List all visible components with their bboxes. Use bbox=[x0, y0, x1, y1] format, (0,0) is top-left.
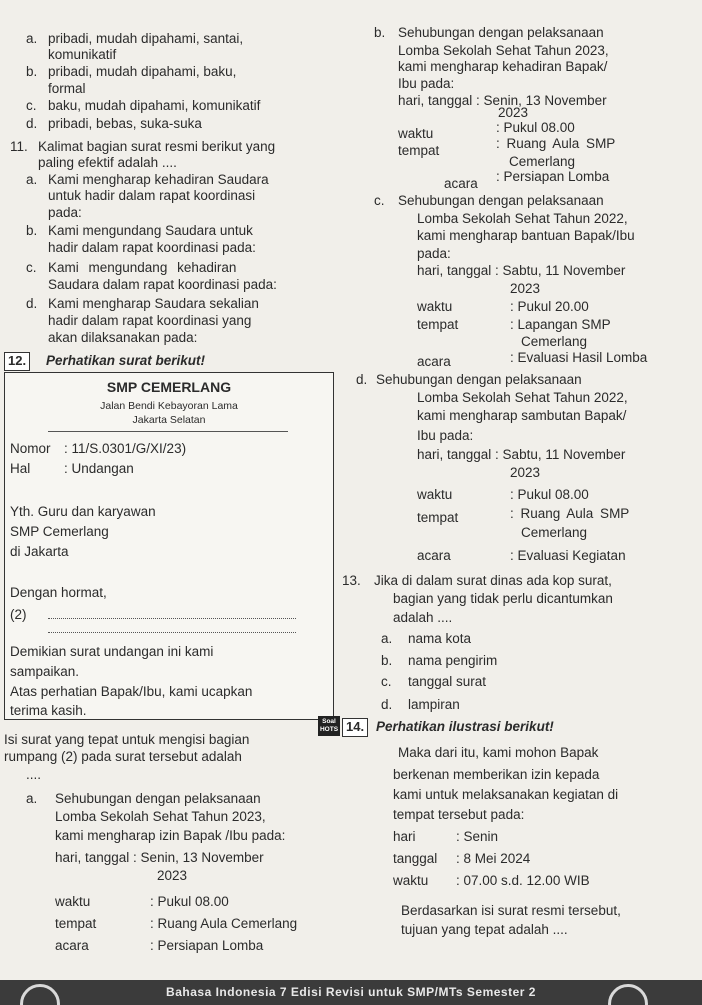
q13-option-a-letter: a. bbox=[381, 631, 393, 646]
q13-option-d-text: lampiran bbox=[408, 697, 460, 712]
q12-option-a-tempat-value: : Ruang Aula Cemerlang bbox=[150, 916, 298, 931]
q13-option-b-text: nama pengirim bbox=[408, 653, 498, 668]
q12-option-a-line2: Lomba Sekolah Sehat Tahun 2023, bbox=[55, 809, 266, 824]
q10-option-d2-line2: Lomba Sekolah Sehat Tahun 2022, bbox=[417, 390, 628, 405]
q10-option-b2-hari: hari, tanggal : Senin, 13 November bbox=[398, 93, 607, 108]
q10-option-d2-acara-label: acara bbox=[417, 548, 451, 563]
q10-option-b2-acara-label: acara bbox=[444, 176, 478, 191]
q12-option-a-acara-value: : Persiapan Lomba bbox=[150, 938, 264, 953]
q13-option-c-letter: c. bbox=[381, 674, 392, 689]
q14-waktu-label: waktu bbox=[393, 873, 429, 888]
q10-option-d2-line4: Ibu pada: bbox=[417, 428, 474, 443]
q12-option-a-acara-label: acara bbox=[55, 938, 89, 953]
letter-recipient-line1: Yth. Guru dan karyawan bbox=[10, 504, 156, 519]
letter-closing-line1: Demikian surat undangan ini kami bbox=[10, 644, 214, 659]
q14-illustration-line3: kami untuk melaksanakan kegiatan di bbox=[393, 787, 619, 802]
q10-option-b2-line1: Sehubungan dengan pelaksanaan bbox=[398, 25, 604, 40]
q11-option-c-letter: c. bbox=[26, 260, 37, 275]
q14-hari-value: : Senin bbox=[456, 829, 499, 844]
letter-blank-line1 bbox=[48, 618, 296, 619]
q10-option-b2-tempat-value1: : Ruang Aula SMP bbox=[496, 136, 616, 151]
q10-option-b-line2: formal bbox=[48, 81, 86, 96]
letter-nomor-label: Nomor bbox=[10, 441, 51, 456]
letter-closing-line4: terima kasih. bbox=[10, 703, 87, 718]
q11-option-a-line2: untuk hadir dalam rapat koordinasi bbox=[48, 188, 256, 203]
letter-school-name: SMP CEMERLANG bbox=[106, 379, 232, 395]
letter-closing-line3: Atas perhatian Bapak/Ibu, kami ucapkan bbox=[10, 684, 253, 699]
q11-option-c-line1: Kami mengundang kehadiran bbox=[48, 260, 237, 275]
q10-option-b-line1: pribadi, mudah dipahami, baku, bbox=[48, 64, 237, 79]
q12-instruction: Perhatikan surat berikut! bbox=[46, 353, 206, 368]
q11-option-a-letter: a. bbox=[26, 172, 38, 187]
q11-option-a-line1: Kami mengharap kehadiran Saudara bbox=[48, 172, 269, 187]
q12-option-a-waktu-value: : Pukul 08.00 bbox=[150, 894, 229, 909]
q14-illustration-line4: tempat tersebut pada: bbox=[393, 807, 525, 822]
hots-badge bbox=[318, 716, 340, 736]
q10-option-c2-tempat-label: tempat bbox=[417, 317, 459, 332]
q10-option-b2-waktu-label: waktu bbox=[398, 126, 434, 141]
letter-nomor-value: : 11/S.0301/G/XI/23) bbox=[64, 441, 187, 456]
q10-option-c2-acara-value: : Evaluasi Hasil Lomba bbox=[510, 350, 648, 365]
q10-option-d2-line1: Sehubungan dengan pelaksanaan bbox=[376, 372, 582, 387]
q10-option-c2-acara-label: acara bbox=[417, 354, 451, 369]
hots-badge-line1: Soal bbox=[322, 718, 336, 725]
q14-hari-label: hari bbox=[393, 829, 416, 844]
q13-option-b-letter: b. bbox=[381, 653, 393, 668]
q12-question-line1: Isi surat yang tepat untuk mengisi bagian bbox=[4, 732, 250, 747]
q10-option-d2-tempat-value1: : Ruang Aula SMP bbox=[510, 506, 630, 521]
q10-option-c2-tempat-value2: Cemerlang bbox=[521, 334, 588, 349]
q10-option-b2-line4: Ibu pada: bbox=[398, 76, 455, 91]
q14-tanggal-value: : 8 Mei 2024 bbox=[456, 851, 531, 866]
q10-option-b2-tempat-value2: Cemerlang bbox=[509, 154, 576, 169]
q14-instruction: Perhatikan ilustrasi berikut! bbox=[376, 719, 554, 734]
q10-option-c2-line3: kami mengharap bantuan Bapak/Ibu bbox=[417, 228, 635, 243]
letter-header-divider bbox=[48, 431, 288, 432]
q10-option-c2-tempat-value1: : Lapangan SMP bbox=[510, 317, 611, 332]
letter-blank-line2 bbox=[48, 632, 296, 633]
q12-option-a-hari: hari, tanggal : Senin, 13 November bbox=[55, 850, 264, 865]
letter-recipient-line2: SMP Cemerlang bbox=[10, 524, 109, 539]
q10-option-a-line1: pribadi, mudah dipahami, santai, bbox=[48, 31, 244, 46]
q10-option-b-letter: b. bbox=[26, 64, 38, 79]
q12-option-a-tempat-label: tempat bbox=[55, 916, 97, 931]
q10-option-b2-line2: Lomba Sekolah Sehat Tahun 2023, bbox=[398, 43, 609, 58]
q10-option-b2-letter: b. bbox=[374, 25, 386, 40]
q12-question-line3: .... bbox=[26, 767, 42, 782]
letter-hal-value: : Undangan bbox=[64, 461, 134, 476]
q14-illustration-line2: berkenan memberikan izin kepada bbox=[393, 767, 600, 782]
q12-question-line2: rumpang (2) pada surat tersebut adalah bbox=[4, 749, 242, 764]
q10-option-d-text: pribadi, bebas, suka-suka bbox=[48, 116, 202, 131]
q10-option-d2-hari: hari, tanggal : Sabtu, 11 November bbox=[417, 447, 626, 462]
q13-option-a-text: nama kota bbox=[408, 631, 472, 646]
q10-option-c2-line2: Lomba Sekolah Sehat Tahun 2022, bbox=[417, 211, 628, 226]
q10-option-c2-year: 2023 bbox=[510, 281, 541, 296]
q10-option-a-letter: a. bbox=[26, 31, 38, 46]
q12-option-a-waktu-label: waktu bbox=[55, 894, 91, 909]
q10-option-c2-hari: hari, tanggal : Sabtu, 11 November bbox=[417, 263, 626, 278]
q11-option-d-line1: Kami mengharap Saudara sekalian bbox=[48, 296, 259, 311]
q10-option-a-line2: komunikatif bbox=[48, 47, 117, 62]
letter-recipient-line3: di Jakarta bbox=[10, 544, 69, 559]
q10-option-d2-line3: kami mengharap sambutan Bapak/ bbox=[417, 408, 627, 423]
q12-number: 12. bbox=[4, 352, 30, 371]
q11-option-b-line1: Kami mengundang Saudara untuk bbox=[48, 223, 253, 238]
q12-option-a-line1: Sehubungan dengan pelaksanaan bbox=[55, 791, 261, 806]
q10-option-d2-tempat-value2: Cemerlang bbox=[521, 525, 588, 540]
q10-option-c2-letter: c. bbox=[374, 193, 385, 208]
q11-number: 11. bbox=[10, 139, 28, 154]
q11-option-d-line3: akan dilaksanakan pada: bbox=[48, 330, 198, 345]
q10-option-c2-waktu-label: waktu bbox=[417, 299, 453, 314]
q10-option-b2-line3: kami mengharap kehadiran Bapak/ bbox=[398, 59, 608, 74]
q14-number: 14. bbox=[342, 718, 368, 737]
letter-hal-label: Hal bbox=[10, 461, 31, 476]
q13-line1: Jika di dalam surat dinas ada kop surat, bbox=[374, 573, 612, 588]
q10-option-b2-waktu-value: : Pukul 08.00 bbox=[496, 120, 575, 135]
q10-option-c2-line4: pada: bbox=[417, 246, 451, 261]
q10-option-b2-tempat-label: tempat bbox=[398, 143, 440, 158]
q13-option-d-letter: d. bbox=[381, 697, 393, 712]
q14-question-line2: tujuan yang tepat adalah .... bbox=[401, 922, 568, 937]
q10-option-c2-waktu-value: : Pukul 20.00 bbox=[510, 299, 589, 314]
q10-option-d-letter: d. bbox=[26, 116, 38, 131]
q10-option-c2-line1: Sehubungan dengan pelaksanaan bbox=[398, 193, 604, 208]
q12-option-a-line3: kami mengharap izin Bapak /Ibu pada: bbox=[55, 828, 286, 843]
letter-blank-marker: (2) bbox=[10, 607, 27, 622]
hots-badge-line2: HOTS bbox=[319, 726, 339, 733]
q10-option-c-letter: c. bbox=[26, 98, 37, 113]
q10-option-b2-acara-value: : Persiapan Lomba bbox=[496, 169, 610, 184]
q11-line2: paling efektif adalah .... bbox=[38, 155, 177, 170]
q10-option-d2-letter: d. bbox=[356, 372, 368, 387]
q11-option-b-letter: b. bbox=[26, 223, 38, 238]
footer-book-title: Bahasa Indonesia 7 Edisi Revisi untuk SMP/MTs Semester 2 bbox=[166, 985, 536, 999]
q10-option-d2-tempat-label: tempat bbox=[417, 510, 459, 525]
letter-address-line2: Jakarta Selatan bbox=[132, 414, 206, 426]
q10-option-b2-year: 2023 bbox=[498, 105, 529, 120]
q14-illustration-line1: Maka dari itu, kami mohon Bapak bbox=[398, 745, 599, 760]
q10-option-c-text: baku, mudah dipahami, komunikatif bbox=[48, 98, 261, 113]
q14-question-line1: Berdasarkan isi surat resmi tersebut, bbox=[401, 903, 621, 918]
q14-tanggal-label: tanggal bbox=[393, 851, 438, 866]
q10-option-d2-acara-value: : Evaluasi Kegiatan bbox=[510, 548, 626, 563]
q13-line3: adalah .... bbox=[393, 610, 453, 625]
q10-option-d2-waktu-value: : Pukul 08.00 bbox=[510, 487, 589, 502]
q12-option-a-year: 2023 bbox=[157, 868, 188, 883]
q11-option-d-letter: d. bbox=[26, 296, 38, 311]
q11-option-a-line3: pada: bbox=[48, 205, 82, 220]
letter-address-line1: Jalan Bendi Kebayoran Lama bbox=[100, 400, 238, 412]
letter-closing-line2: sampaikan. bbox=[10, 664, 80, 679]
letter-greeting: Dengan hormat, bbox=[10, 585, 107, 600]
q13-line2: bagian yang tidak perlu dicantumkan bbox=[393, 591, 613, 606]
q10-option-d2-year: 2023 bbox=[510, 465, 541, 480]
q10-option-d2-waktu-label: waktu bbox=[417, 487, 453, 502]
q11-option-d-line2: hadir dalam rapat koordinasi yang bbox=[48, 313, 252, 328]
q13-option-c-text: tanggal surat bbox=[408, 674, 487, 689]
q13-number: 13. bbox=[342, 573, 361, 588]
q14-waktu-value: : 07.00 s.d. 12.00 WIB bbox=[456, 873, 590, 888]
q12-option-a-letter: a. bbox=[26, 791, 38, 806]
q11-option-c-line2: Saudara dalam rapat koordinasi pada: bbox=[48, 277, 277, 292]
q11-option-b-line2: hadir dalam rapat koordinasi pada: bbox=[48, 240, 256, 255]
q11-line1: Kalimat bagian surat resmi berikut yang bbox=[38, 139, 276, 154]
